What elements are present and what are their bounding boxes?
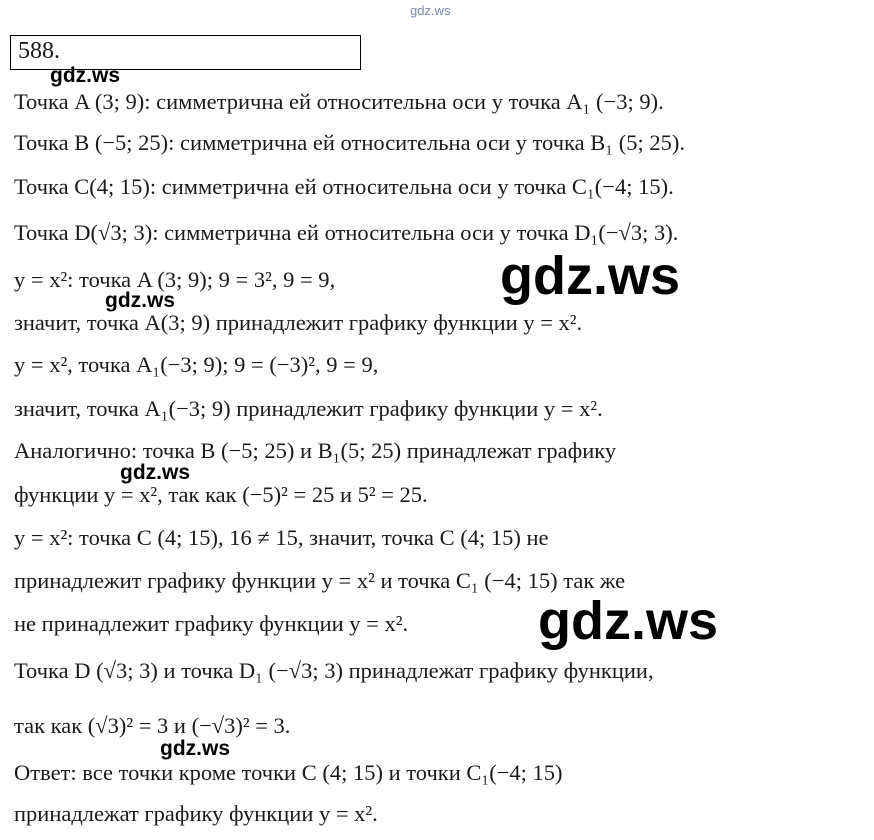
watermark-6: gdz.ws [160,737,231,760]
solution-line-1: Точка A (3; 9): симметрична ей относительна оси y точка A₁ (−3; 9). [14,89,664,114]
watermark-3: gdz.ws [105,289,176,312]
solution-line-12: принадлежит графику функции y = x² и точка C₁ (−4; 15) так же [14,568,626,593]
solution-line-2: Точка B (−5; 25): симметрична ей относительна оси y точка B₁ (5; 25). [14,130,685,155]
solution-line-5: y = x²: точка A (3; 9); 9 = 3², 9 = 9, [14,267,336,292]
watermark-4: gdz.ws [120,461,191,484]
solution-line-11: y = x²: точка C (4; 15), 16 ≠ 15, значит, точка C (4; 15) не [14,525,549,550]
watermark-top: gdz.ws [410,3,451,18]
solution-line-4: Точка D(√3; 3): симметрична ей относительна оси y точка D₁(−√3; 3). [14,220,679,245]
watermark-5: gdz.ws [538,591,719,651]
watermark-2: gdz.ws [500,246,681,306]
solution-line-17: принадлежат графику функции y = x². [14,801,378,826]
solution-line-8: значит, точка A₁(−3; 9) принадлежит графику функции y = x². [14,396,603,421]
solution-line-10: функции y = x², так как (−5)² = 25 и 5² = 25. [14,482,428,507]
problem-number: 588. [18,38,60,64]
solution-line-6: значит, точка A(3; 9) принадлежит графику функции y = x². [14,310,583,335]
watermark-1: gdz.ws [50,64,121,87]
solution-line-7: y = x², точка A₁(−3; 9); 9 = (−3)², 9 = 9, [14,352,379,377]
solution-line-3: Точка C(4; 15): симметрична ей относительна оси y точка C₁(−4; 15). [14,174,674,199]
solution-line-14: Точка D (√3; 3) и точка D₁ (−√3; 3) принадлежат графику функции, [14,658,654,683]
solution-line-13: не принадлежит графику функции y = x². [14,611,409,636]
solution-line-9: Аналогично: точка B (−5; 25) и B₁(5; 25) принадлежат графику [14,438,617,463]
solution-line-16: Ответ: все точки кроме точки C (4; 15) и точки C₁(−4; 15) [14,760,563,785]
solution-line-15: так как (√3)² = 3 и (−√3)² = 3. [14,713,291,738]
